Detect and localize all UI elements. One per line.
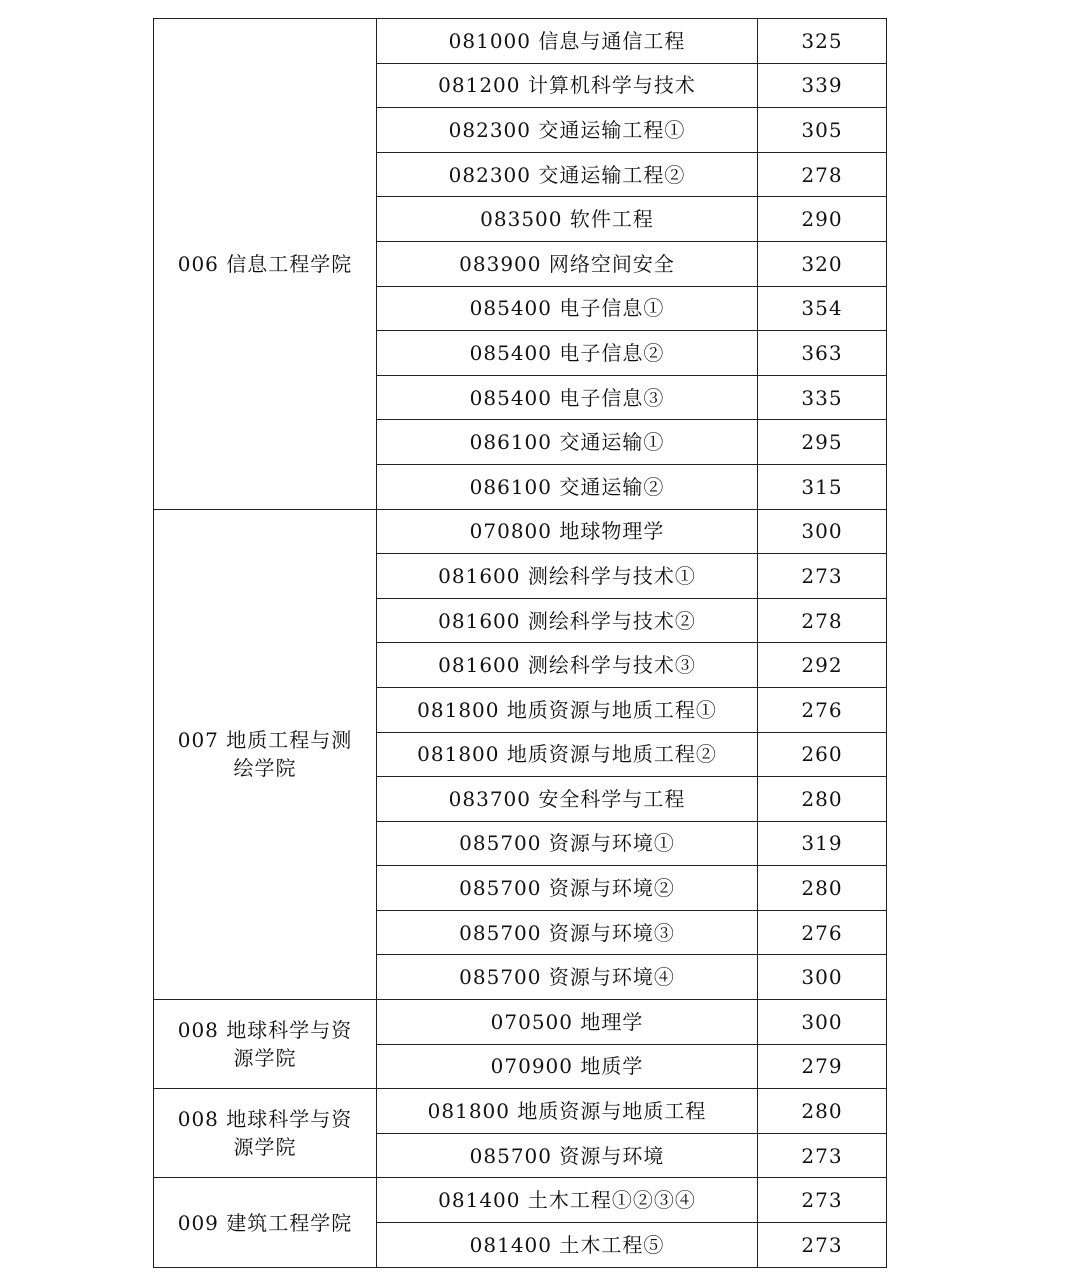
college-cell: 008 地球科学与资源学院 (154, 1000, 377, 1089)
major-cell: 085700 资源与环境 (377, 1133, 758, 1178)
score-cell: 300 (758, 1000, 887, 1045)
major-cell: 081600 测绘科学与技术② (377, 598, 758, 643)
college-cell: 007 地质工程与测绘学院 (154, 509, 377, 1000)
college-cell: 008 地球科学与资源学院 (154, 1089, 377, 1178)
major-cell: 081800 地质资源与地质工程② (377, 732, 758, 777)
table-row (154, 509, 887, 554)
score-cell: 339 (758, 63, 887, 108)
score-cell: 295 (758, 420, 887, 465)
major-cell: 085400 电子信息① (377, 286, 758, 331)
major-cell: 081400 土木工程①②③④ (377, 1178, 758, 1223)
score-cell: 273 (758, 1178, 887, 1223)
score-cell: 325 (758, 19, 887, 64)
table-row (154, 1000, 887, 1045)
score-cell: 280 (758, 866, 887, 911)
major-cell: 081600 测绘科学与技术③ (377, 643, 758, 688)
major-cell: 086100 交通运输② (377, 464, 758, 509)
major-cell: 085400 电子信息② (377, 331, 758, 376)
score-cell: 273 (758, 1133, 887, 1178)
score-cell: 354 (758, 286, 887, 331)
table-row (154, 1178, 887, 1223)
score-cell: 278 (758, 152, 887, 197)
major-cell: 083500 软件工程 (377, 197, 758, 242)
major-cell: 081200 计算机科学与技术 (377, 63, 758, 108)
major-cell: 081800 地质资源与地质工程① (377, 687, 758, 732)
college-cell: 009 建筑工程学院 (154, 1178, 377, 1267)
major-cell: 083700 安全科学与工程 (377, 777, 758, 822)
score-cell: 279 (758, 1044, 887, 1089)
major-cell: 085400 电子信息③ (377, 375, 758, 420)
score-cell: 363 (758, 331, 887, 376)
score-cell: 273 (758, 1223, 887, 1268)
score-table-body (154, 19, 887, 1268)
major-cell: 085700 资源与环境④ (377, 955, 758, 1000)
major-cell: 086100 交通运输① (377, 420, 758, 465)
major-cell: 082300 交通运输工程② (377, 152, 758, 197)
college-cell: 006 信息工程学院 (154, 19, 377, 510)
score-cell: 280 (758, 1089, 887, 1134)
major-cell: 070800 地球物理学 (377, 509, 758, 554)
score-cell: 300 (758, 509, 887, 554)
major-cell: 070500 地理学 (377, 1000, 758, 1045)
score-cell: 319 (758, 821, 887, 866)
table-row (154, 1089, 887, 1134)
score-cell: 276 (758, 687, 887, 732)
score-cell: 280 (758, 777, 887, 822)
major-cell: 081000 信息与通信工程 (377, 19, 758, 64)
score-cell: 278 (758, 598, 887, 643)
score-cell: 305 (758, 108, 887, 153)
score-cell: 335 (758, 375, 887, 420)
major-cell: 081400 土木工程⑤ (377, 1223, 758, 1268)
score-cell: 315 (758, 464, 887, 509)
score-cell: 292 (758, 643, 887, 688)
score-cell: 276 (758, 910, 887, 955)
score-cell: 300 (758, 955, 887, 1000)
score-cell: 320 (758, 241, 887, 286)
major-cell: 081600 测绘科学与技术① (377, 554, 758, 599)
major-cell: 085700 资源与环境③ (377, 910, 758, 955)
major-cell: 070900 地质学 (377, 1044, 758, 1089)
table-row (154, 19, 887, 64)
major-cell: 085700 资源与环境① (377, 821, 758, 866)
major-cell: 085700 资源与环境② (377, 866, 758, 911)
score-cell: 260 (758, 732, 887, 777)
major-cell: 082300 交通运输工程① (377, 108, 758, 153)
score-cell: 273 (758, 554, 887, 599)
score-cell: 290 (758, 197, 887, 242)
major-cell: 081800 地质资源与地质工程 (377, 1089, 758, 1134)
score-table (153, 18, 887, 1268)
major-cell: 083900 网络空间安全 (377, 241, 758, 286)
